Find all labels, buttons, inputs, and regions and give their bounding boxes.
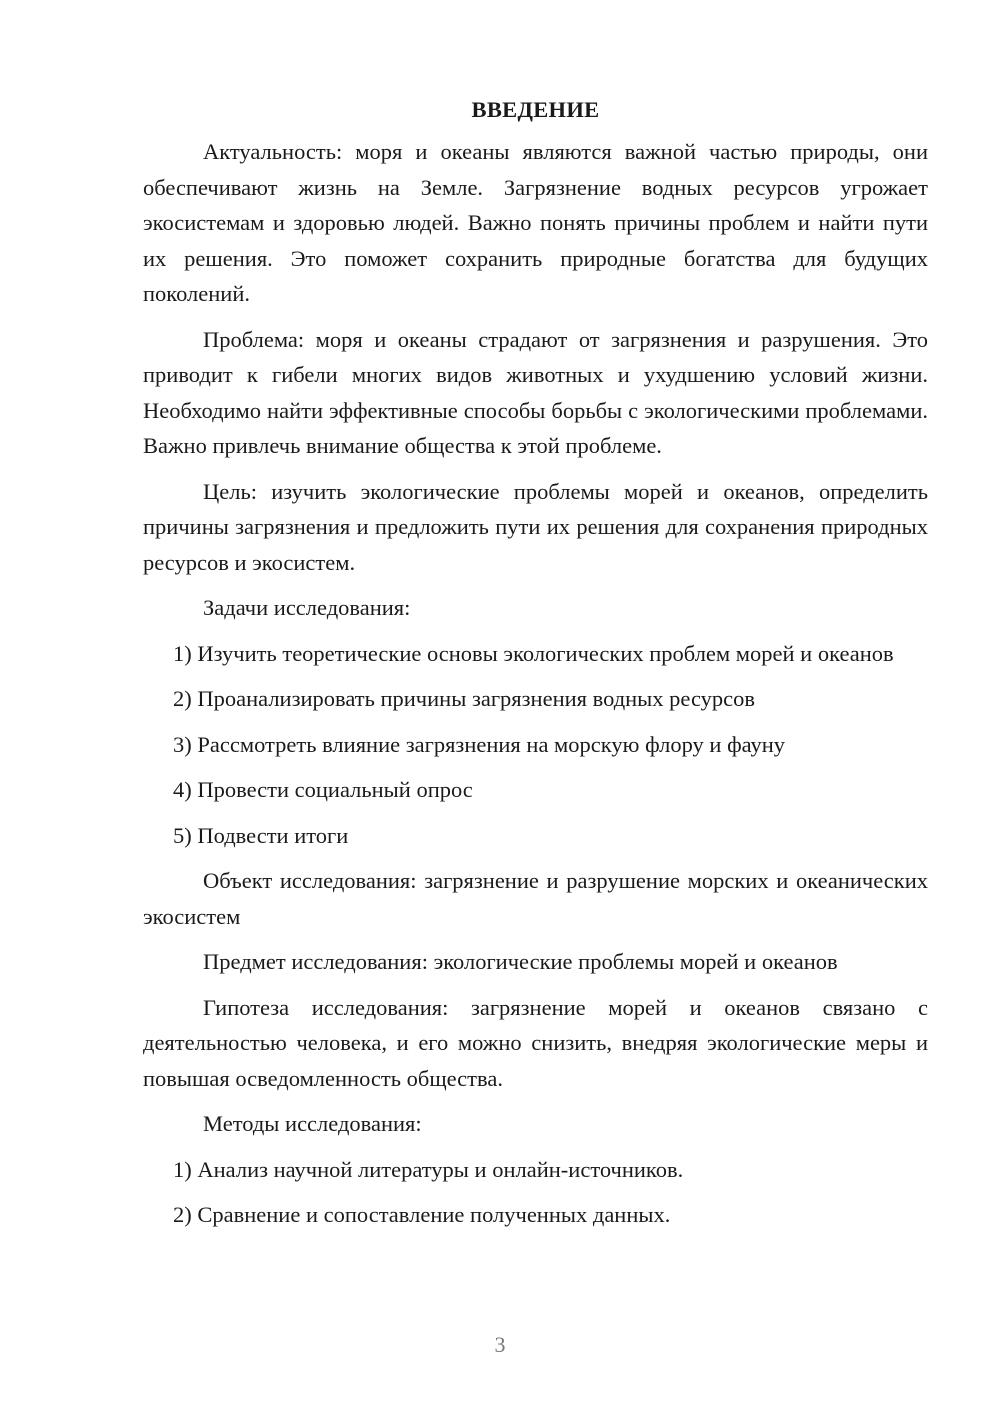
page-number: 3 bbox=[494, 1332, 506, 1357]
task-item: 3) Рассмотреть влияние загрязнения на морскую флору и фауну bbox=[173, 731, 786, 757]
object-paragraph: Объект исследования: загрязнение и разрушение морских и океанических экосистем bbox=[143, 868, 928, 929]
method-item: 2) Сравнение и сопоставление полученных данных. bbox=[173, 1202, 671, 1227]
task-item: 2) Проанализировать причины загрязнения водных ресурсов bbox=[173, 686, 756, 711]
section-title: ВВЕДЕНИЕ bbox=[471, 97, 600, 122]
task-item: 5) Подвести итоги bbox=[173, 822, 349, 848]
task-item: 1) Изучить теоретические основы экологических проблем морей и океанов bbox=[173, 640, 894, 666]
methods-heading: Методы исследования: bbox=[203, 1111, 422, 1136]
method-item: 1) Анализ научной литературы и онлайн-источников. bbox=[173, 1156, 684, 1182]
page-content bbox=[143, 92, 928, 1243]
task-item: 4) Провести социальный опрос bbox=[173, 777, 473, 802]
subject-paragraph: Предмет исследования: экологические проблемы морей и океанов bbox=[203, 949, 838, 974]
tasks-heading: Задачи исследования: bbox=[203, 595, 411, 620]
problem-paragraph: Проблема: моря и океаны страдают от загрязнения и разрушения. Это приводит к гибели многих видов животных и ухудшению условий жизни. Необходимо найти эффективные способы борьбы с экологическими проблемами. Важно привлечь внимание общества к этой проблеме. bbox=[143, 326, 928, 458]
goal-paragraph: Цель: изучить экологические проблемы морей и океанов, определить причины загрязнения и предложить пути их решения для сохранения природных ресурсов и экосистем. bbox=[143, 478, 928, 575]
relevance-paragraph: Актуальность: моря и океаны являются важной частью природы, они обеспечивают жизнь на Земле. Загрязнение водных ресурсов угрожает экосистемам и здоровью людей. Важно понять причины проблем и найти пути их решения. Это поможет сохранить природные богатства для будущих поколений. bbox=[143, 139, 928, 306]
hypothesis-paragraph: Гипотеза исследования: загрязнение морей и океанов связано с деятельностью человека, и его можно снизить, внедряя экологические меры и повышая осведомленность общества. bbox=[143, 994, 928, 1091]
